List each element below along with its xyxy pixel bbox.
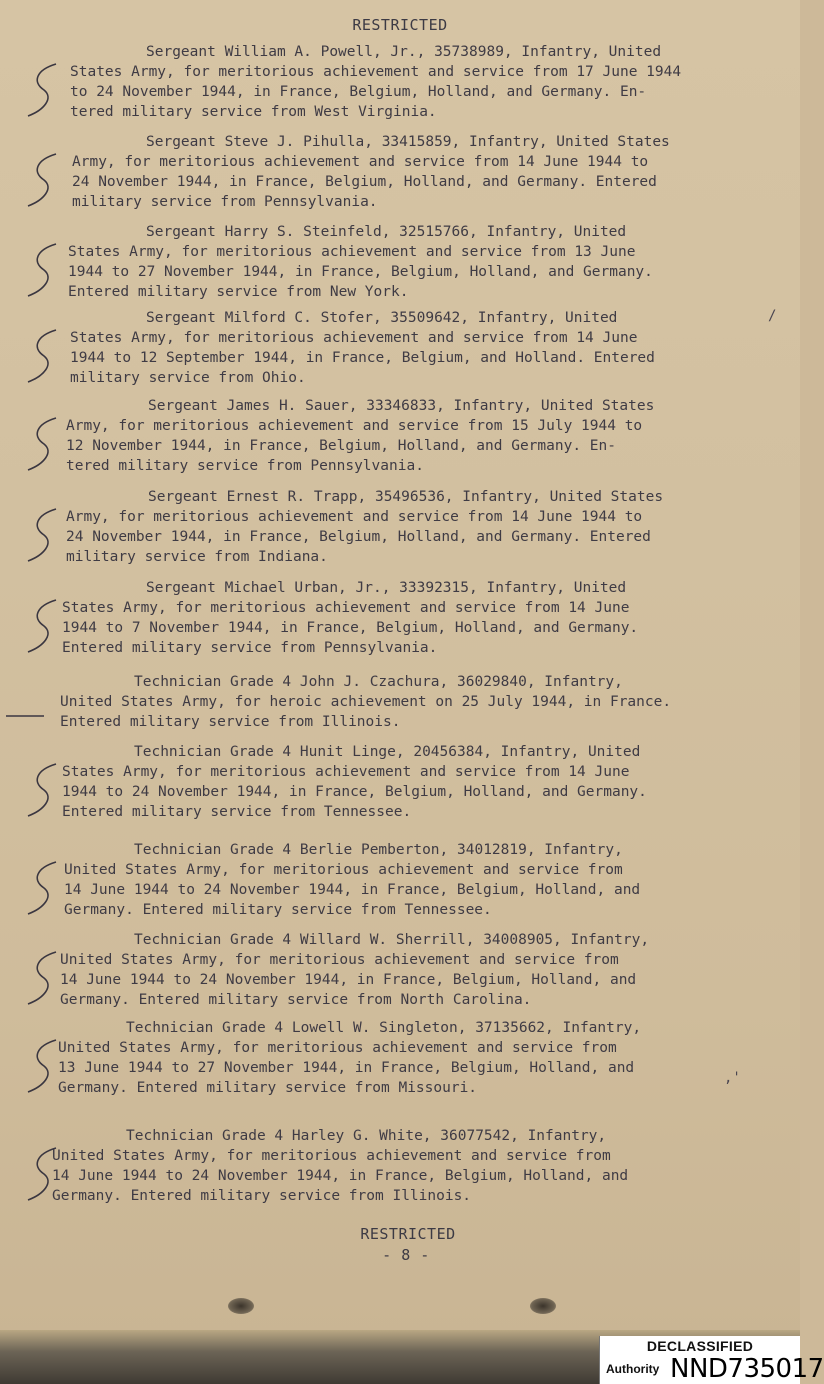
citation-name-line: Technician Grade 4 Hunit Linge, 20456384, Infantry, United	[134, 744, 641, 760]
citation-text-line: military service from Indiana.	[66, 549, 328, 565]
citation-text-line: United States Army, for meritorious achievement and service from	[52, 1148, 611, 1164]
declassified-stamp	[599, 1336, 824, 1384]
citation-text-line: military service from Pennsylvania.	[72, 194, 378, 210]
citation-text-line: 1944 to 24 November 1944, in France, Belgium, Holland, and Germany.	[62, 784, 647, 800]
citation-text-line: 1944 to 12 September 1944, in France, Belgium, and Holland. Entered	[70, 350, 655, 366]
classification-header: RESTRICTED	[352, 16, 448, 34]
citation-name-line: Technician Grade 4 Harley G. White, 36077542, Infantry,	[126, 1128, 607, 1144]
citation-name-line: Technician Grade 4 John J. Czachura, 36029840, Infantry,	[134, 674, 623, 690]
citation-text-line: Germany. Entered military service from Tennessee.	[64, 902, 492, 918]
citation-text-line: States Army, for meritorious achievement and service from 17 June 1944	[70, 64, 682, 80]
punch-hole-left	[228, 1298, 254, 1314]
citation-name-line: Sergeant William A. Powell, Jr., 35738989, Infantry, United	[146, 44, 662, 60]
pencil-bracket-mark	[22, 60, 62, 120]
citation-name-line: Sergeant Steve J. Pihulla, 33415859, Infantry, United States	[146, 134, 670, 150]
pencil-bracket-mark	[22, 1036, 62, 1096]
pencil-bracket-mark	[22, 326, 62, 386]
citation-name-line: Technician Grade 4 Berlie Pemberton, 34012819, Infantry,	[134, 842, 623, 858]
citation-text-line: States Army, for meritorious achievement and service from 14 June	[62, 600, 630, 616]
citation-text-line: United States Army, for meritorious achievement and service from	[58, 1040, 617, 1056]
margin-tick-mark: ,'	[724, 1070, 741, 1086]
citation-text-line: 1944 to 27 November 1944, in France, Belgium, Holland, and Germany.	[68, 264, 653, 280]
pencil-bracket-mark	[22, 858, 62, 918]
citation-text-line: tered military service from West Virginia.	[70, 104, 437, 120]
citation-text-line: Army, for meritorious achievement and service from 14 June 1944 to	[66, 509, 643, 525]
citation-text-line: United States Army, for meritorious achievement and service from	[64, 862, 623, 878]
margin-tick-mark: /	[768, 308, 777, 324]
citation-text-line: tered military service from Pennsylvania.	[66, 458, 424, 474]
citation-name-line: Sergeant Harry S. Steinfeld, 32515766, Infantry, United	[146, 224, 627, 240]
citation-text-line: 1944 to 7 November 1944, in France, Belgium, Holland, and Germany.	[62, 620, 639, 636]
citation-text-line: States Army, for meritorious achievement and service from 14 June	[70, 330, 638, 346]
pencil-bracket-mark	[22, 505, 62, 565]
pencil-bracket-mark	[22, 240, 62, 300]
pencil-underline-mark	[4, 680, 44, 740]
citation-text-line: United States Army, for meritorious achievement and service from	[60, 952, 619, 968]
stamp-authority-number: NND735017	[670, 1354, 824, 1384]
citation-name-line: Technician Grade 4 Willard W. Sherrill, 34008905, Infantry,	[134, 932, 650, 948]
punch-hole-right	[530, 1298, 556, 1314]
citation-text-line: States Army, for meritorious achievement and service from 14 June	[62, 764, 630, 780]
citation-name-line: Sergeant James H. Sauer, 33346833, Infantry, United States	[148, 398, 655, 414]
stamp-authority-label: Authority	[606, 1362, 660, 1376]
citation-name-line: Technician Grade 4 Lowell W. Singleton, 37135662, Infantry,	[126, 1020, 642, 1036]
citation-name-line: Sergeant Milford C. Stofer, 35509642, Infantry, United	[146, 310, 618, 326]
citation-text-line: Entered military service from Illinois.	[60, 714, 401, 730]
citation-text-line: Entered military service from Pennsylvania.	[62, 640, 438, 656]
citation-text-line: 13 June 1944 to 27 November 1944, in France, Belgium, Holland, and	[58, 1060, 635, 1076]
pencil-bracket-mark	[22, 596, 62, 656]
page-number: - 8 -	[382, 1246, 430, 1264]
citation-text-line: States Army, for meritorious achievement and service from 13 June	[68, 244, 636, 260]
citation-text-line: Entered military service from New York.	[68, 284, 409, 300]
citation-text-line: 12 November 1944, in France, Belgium, Holland, and Germany. En-	[66, 438, 616, 454]
citation-text-line: 14 June 1944 to 24 November 1944, in France, Belgium, Holland, and	[64, 882, 641, 898]
citation-name-line: Sergeant Michael Urban, Jr., 33392315, Infantry, United	[146, 580, 627, 596]
citation-name-line: Sergeant Ernest R. Trapp, 35496536, Infantry, United States	[148, 489, 664, 505]
citation-text-line: Army, for meritorious achievement and service from 15 July 1944 to	[66, 418, 643, 434]
citation-text-line: United States Army, for heroic achievement on 25 July 1944, in France.	[60, 694, 672, 710]
citation-text-line: military service from Ohio.	[70, 370, 306, 386]
citation-text-line: 24 November 1944, in France, Belgium, Holland, and Germany. Entered	[66, 529, 651, 545]
citation-text-line: to 24 November 1944, in France, Belgium, Holland, and Germany. En-	[70, 84, 647, 100]
pencil-bracket-mark	[22, 948, 62, 1008]
pencil-bracket-mark	[22, 1144, 62, 1204]
citation-text-line: 24 November 1944, in France, Belgium, Holland, and Germany. Entered	[72, 174, 657, 190]
classification-footer: RESTRICTED	[360, 1225, 456, 1243]
citation-text-line: Entered military service from Tennessee.	[62, 804, 412, 820]
pencil-bracket-mark	[22, 150, 62, 210]
citation-text-line: Army, for meritorious achievement and service from 14 June 1944 to	[72, 154, 649, 170]
pencil-bracket-mark	[22, 414, 62, 474]
citation-text-line: 14 June 1944 to 24 November 1944, in France, Belgium, Holland, and	[52, 1168, 629, 1184]
citation-text-line: Germany. Entered military service from North Carolina.	[60, 992, 532, 1008]
citation-text-line: Germany. Entered military service from Illinois.	[52, 1188, 472, 1204]
pencil-bracket-mark	[22, 760, 62, 820]
citation-text-line: Germany. Entered military service from Missouri.	[58, 1080, 478, 1096]
stamp-title: DECLASSIFIED	[646, 1338, 754, 1354]
citation-text-line: 14 June 1944 to 24 November 1944, in France, Belgium, Holland, and	[60, 972, 637, 988]
